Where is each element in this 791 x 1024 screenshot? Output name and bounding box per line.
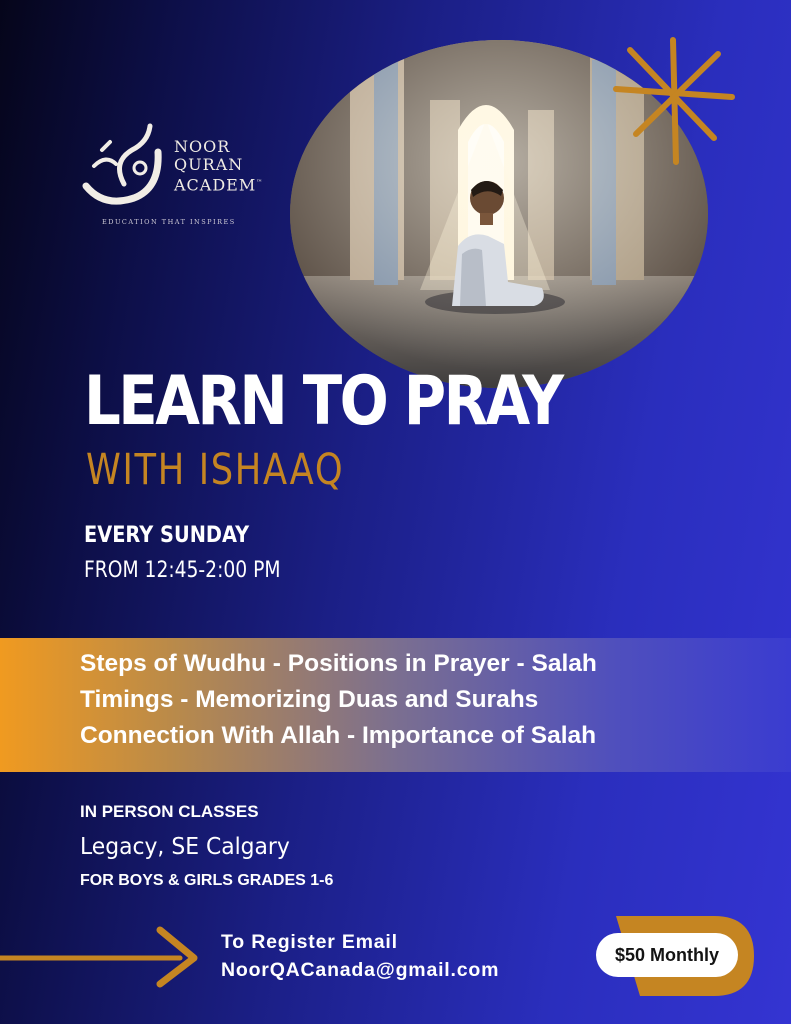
register-label: To Register Email <box>221 931 398 953</box>
logo-wordmark <box>174 138 284 194</box>
logo-word-1: NOOR <box>174 137 231 156</box>
register-email[interactable]: NoorQACanada@gmail.com <box>221 959 500 981</box>
subheadline: WITH ISHAAQ <box>86 445 345 495</box>
logo-word-3-text: ACADEM <box>174 175 257 195</box>
schedule-time: FROM 12:45-2:00 PM <box>84 558 281 583</box>
logo-word-2: QURAN <box>174 155 244 174</box>
topic-line-1: Steps of Wudhu - Positions in Prayer - Salah <box>80 650 597 677</box>
logo-trademark: ™ <box>256 179 264 186</box>
headline: LEARN TO PRAY <box>84 362 562 441</box>
academy-logo <box>80 120 280 230</box>
price-badge: $50 Monthly <box>596 933 738 977</box>
class-location: Legacy, SE Calgary <box>80 834 290 860</box>
schedule-day: EVERY SUNDAY <box>84 523 250 548</box>
logo-tagline: EDUCATION THAT INSPIRES <box>102 218 236 226</box>
register-info <box>221 928 499 984</box>
topic-line-3: Connection With Allah - Importance of Salah <box>80 722 597 749</box>
topic-line-2: Timings - Memorizing Duas and Surahs <box>80 686 539 713</box>
starburst-icon <box>608 34 738 168</box>
arrow-right-icon <box>0 922 210 992</box>
class-format: IN PERSON CLASSES <box>80 802 259 821</box>
logo-calligraphy-icon <box>80 120 172 212</box>
class-audience: FOR BOYS & GIRLS GRADES 1-6 <box>80 872 334 889</box>
logo-word-3 <box>174 174 284 194</box>
